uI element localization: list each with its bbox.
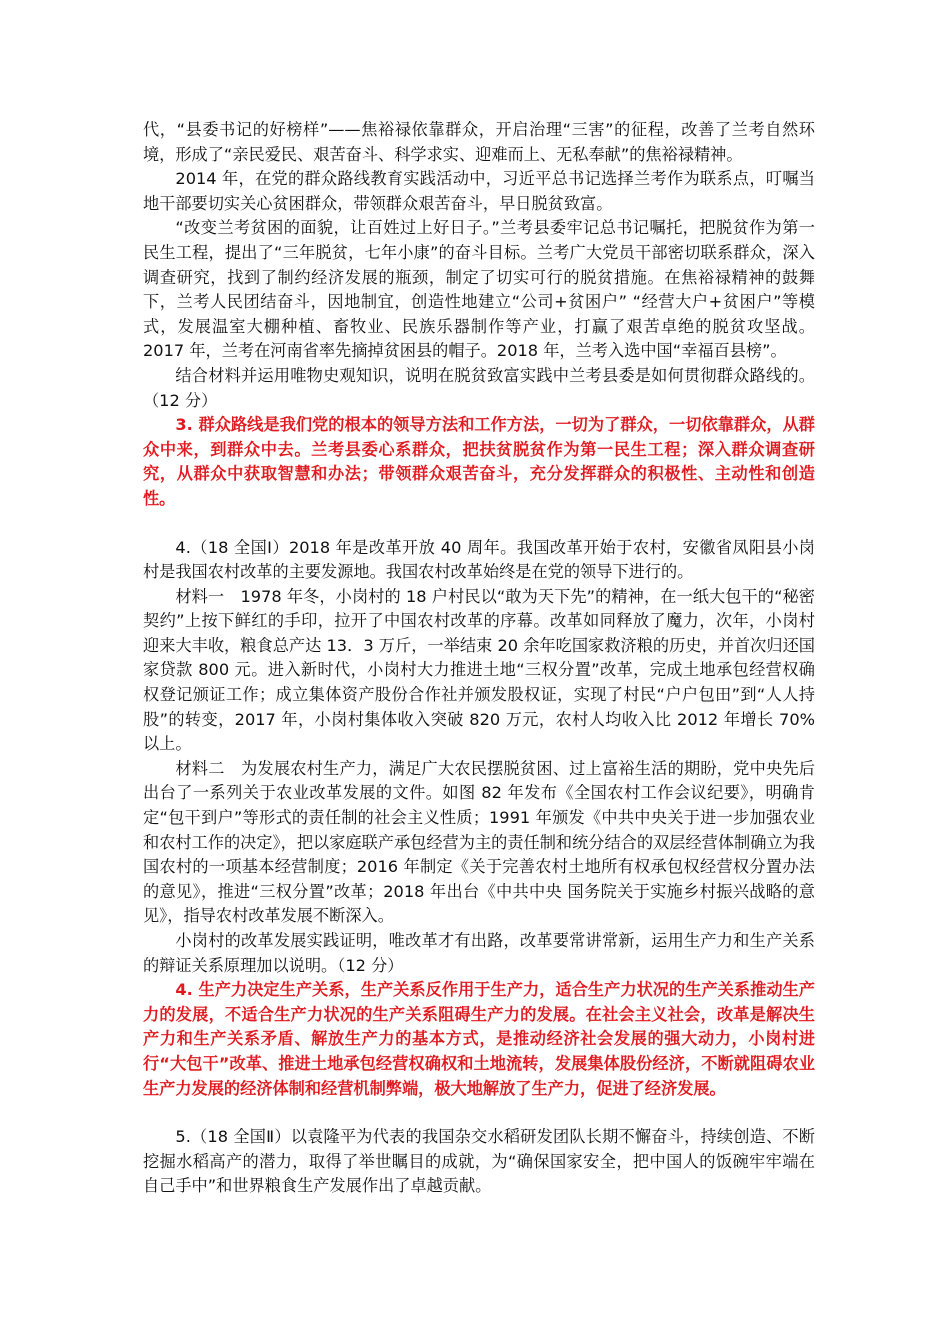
- question-5-intro: 5.（18 全国Ⅱ）以袁隆平为代表的我国杂交水稻研发团队长期不懈奋斗，持续创造、不断挖掘水稻高产的潜力，取得了举世瞩目的成就，为“确保国家安全，把中国人的饭碗牢牢端在自己手中”和世界粮食生产发展作出了卓越贡献。: [143, 1127, 815, 1196]
- paragraph-jiao-yulu-spirit: 代，“县委书记的好榜样”——焦裕禄依靠群众，开启治理“三害”的征程，改善了兰考自然环境，形成了“亲民爱民、艰苦奋斗、科学求实、迎难而上、无私奉献”的焦裕禄精神。: [143, 120, 815, 164]
- question-4-prompt: 小岗村的改革发展实践证明，唯改革才有出路，改革要常讲常新，运用生产力和生产关系的辩证关系原理加以说明。（12 分）: [143, 931, 815, 975]
- spacer: [143, 512, 815, 536]
- answer-4: 4. 生产力决定生产关系，生产关系反作用于生产力，适合生产力状况的生产关系推动生产力的发展，不适合生产力状况的生产关系阻碍生产力的发展。在社会主义社会，改革是解决生产力和生产关系矛盾、解放生产力的基本方式，是推动经济社会发展的强大动力，小岗村进行“大包干”改革、推进土地承包经营权确权和土地流转，发展集体股份经济，不断就阻碍农业生产力发展的经济体制和经营机制弊端，极大地解放了生产力，促进了经济发展。: [143, 980, 815, 1098]
- answer-3: 3. 群众路线是我们党的根本的领导方法和工作方法，一切为了群众，一切依靠群众，从群众中来，到群众中去。兰考县委心系群众，把扶贫脱贫作为第一民生工程；深入群众调查研究，从群众中获取智慧和办法；带领群众艰苦奋斗，充分发挥群众的积极性、主动性和创造性。: [143, 415, 815, 508]
- question-4-material-1: 材料一 1978 年冬，小岗村的 18 户村民以“敢为天下先”的精神，在一纸大包干的“秘密契约”上按下鲜红的手印，拉开了中国农村改革的序幕。改革如同释放了魔力，次年，小岗村迎来大丰收，粮食总产达 13．3 万斤，一举结束 20 余年吃国家救济粮的历史，并首次归还国家贷款 800 元。进入新时代，小岗村大力推进土地“三权分置”改革，完成土地承包经营权确权登记颁证工作；成立集体资产股份合作社并颁发股权证，实现了村民“户户包田”到“人人持股”的转变，2017 年，小岗村集体收入突破 820 万元，农村人均收入比 2012 年增长 70%以上。: [143, 586, 815, 754]
- paragraph-lankao-poverty-alleviation: “改变兰考贫困的面貌，让百姓过上好日子。”兰考县委牢记总书记嘱托，把脱贫作为第一民生工程，提出了“三年脱贫，七年小康”的奋斗目标。兰考广大党员干部密切联系群众，深入调查研究，找到了制约经济发展的瓶颈，制定了切实可行的脱贫措施。在焦裕禄精神的鼓舞下，兰考人民团结奋斗，因地制宜，创造性地建立“公司+贫困户” “经营大户+贫困户”等模式，发展温室大棚种植、畜牧业、民族乐器制作等产业，打赢了艰苦卓绝的脱贫攻坚战。2017 年，兰考在河南省率先摘掉贫困县的帽子。2018 年，兰考入选中国“幸福百县榜”。: [143, 218, 815, 361]
- question-4-material-2: 材料二 为发展农村生产力，满足广大农民摆脱贫困、过上富裕生活的期盼，党中央先后出台了一系列关于农业改革发展的文件。如图 82 年发布《全国农村工作会议纪要》，明确肯定“包干到户”等形式的责任制的社会主义性质；1991 年颁发《中共中央关于进一步加强农业和农村工作的决定》，把以家庭联产承包经营为主的责任制和统分结合的双层经营体制确立为我国农村的一项基本经营制度；2016 年制定《关于完善农村土地所有权承包权经营权分置办法的意见》，推进“三权分置”改革；2018 年出台《中共中央 国务院关于实施乡村振兴战略的意见》，指导农村改革发展不断深入。: [143, 758, 815, 926]
- paragraph-2014-contact-point: 2014 年，在党的群众路线教育实践活动中，习近平总书记选择兰考作为联系点，叮嘱当地干部要切实关心贫困群众，带领群众艰苦奋斗，早日脱贫致富。: [143, 169, 815, 213]
- spacer: [143, 1101, 815, 1125]
- document-page: [143, 118, 815, 1199]
- question-4-intro: 4.（18 全国Ⅰ）2018 年是改革开放 40 周年。我国改革开始于农村，安徽省凤阳县小岗村是我国农村改革的主要发源地。我国农村改革始终是在党的领导下进行的。: [143, 537, 815, 582]
- question-3-prompt: 结合材料并运用唯物史观知识，说明在脱贫致富实践中兰考县委是如何贯彻群众路线的。（12 分）: [143, 365, 815, 410]
